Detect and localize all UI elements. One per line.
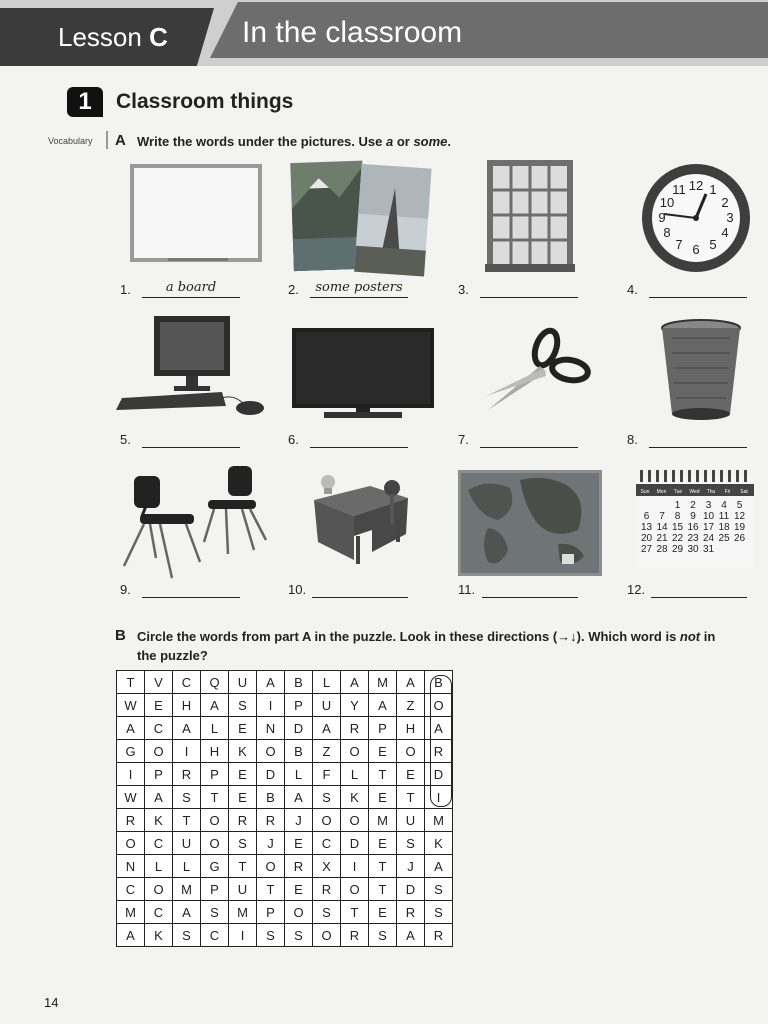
puzzle-letter[interactable]: O [145, 740, 173, 763]
puzzle-letter[interactable]: S [229, 832, 257, 855]
clock-numeral: 3 [726, 210, 734, 225]
puzzle-letter[interactable]: M [173, 878, 201, 901]
puzzle-row [117, 901, 453, 924]
item-number: 4. [627, 282, 638, 297]
puzzle-letter[interactable]: T [173, 809, 201, 832]
calendar-date: 15 [671, 522, 684, 533]
item-number: 11. [458, 582, 476, 597]
puzzle-letter[interactable]: J [397, 855, 425, 878]
puzzle-letter[interactable]: O [117, 832, 145, 855]
puzzle-letter[interactable]: W [117, 694, 145, 717]
answer-item [288, 432, 299, 447]
answer-item [627, 582, 645, 597]
puzzle-letter[interactable]: C [117, 878, 145, 901]
calendar-date: 18 [718, 522, 730, 533]
puzzle-letter[interactable]: C [201, 924, 229, 947]
section-number-badge: 1 [67, 87, 103, 117]
puzzle-letter[interactable]: Y [341, 694, 369, 717]
instruction-text: in [700, 629, 716, 644]
clock-numeral: 9 [658, 210, 666, 225]
calendar-date: 4 [721, 500, 727, 511]
clock-numeral: 10 [659, 195, 675, 210]
puzzle-letter[interactable]: Q [201, 671, 229, 694]
calendar-date: 16 [687, 522, 699, 533]
puzzle-letter[interactable]: E [369, 901, 397, 924]
puzzle-letter[interactable]: A [425, 717, 453, 740]
calendar-date: 8 [674, 511, 681, 522]
puzzle-letter[interactable]: O [397, 740, 425, 763]
calendar-date: 25 [718, 533, 730, 544]
chairs-picture [116, 462, 274, 580]
tv-picture [290, 326, 436, 420]
puzzle-row [117, 832, 453, 855]
item-number: 2. [288, 282, 299, 297]
puzzle-letter[interactable]: R [313, 878, 341, 901]
answer-item [458, 282, 469, 297]
puzzle-letter[interactable]: R [257, 809, 285, 832]
answer-item [627, 282, 638, 297]
circled-word-mark [430, 675, 452, 807]
calendar-date: 17 [702, 522, 715, 533]
puzzle-letter[interactable]: T [369, 878, 397, 901]
instruction-italic-not: not [679, 629, 701, 644]
puzzle-letter[interactable]: A [285, 786, 313, 809]
puzzle-letter[interactable]: V [145, 671, 173, 694]
calendar-date: 11 [718, 511, 730, 522]
puzzle-row [117, 786, 453, 809]
puzzle-letter[interactable]: D [425, 763, 453, 786]
puzzle-letter[interactable]: A [201, 694, 229, 717]
clock-numeral: 5 [709, 237, 717, 252]
puzzle-letter[interactable]: M [229, 901, 257, 924]
clock-numeral: 11 [672, 182, 686, 197]
scissors-picture [484, 326, 592, 412]
answer-item [120, 582, 131, 597]
part-a-instruction [137, 132, 451, 151]
instruction-italic-some: some [413, 134, 448, 149]
puzzle-letter[interactable]: S [425, 901, 453, 924]
instruction-text: . [447, 134, 452, 149]
instruction-italic-a: a [385, 134, 394, 149]
calendar-date: 23 [687, 533, 699, 544]
puzzle-letter[interactable]: S [229, 694, 257, 717]
puzzle-letter[interactable]: O [257, 740, 285, 763]
calendar-date: 3 [705, 500, 712, 511]
puzzle-letter[interactable]: C [145, 901, 173, 924]
item-number: 8. [627, 432, 638, 447]
item-number: 1. [120, 282, 131, 297]
puzzle-letter[interactable]: E [229, 717, 257, 740]
calendar-date: 24 [702, 533, 715, 544]
puzzle-letter[interactable]: C [145, 832, 173, 855]
puzzle-letter[interactable]: C [313, 832, 341, 855]
puzzle-letter[interactable]: R [285, 855, 313, 878]
puzzle-letter[interactable]: P [145, 763, 173, 786]
puzzle-letter[interactable]: A [397, 671, 425, 694]
puzzle-letter[interactable]: A [173, 901, 201, 924]
puzzle-letter[interactable]: E [369, 832, 397, 855]
puzzle-letter[interactable]: S [313, 901, 341, 924]
puzzle-letter[interactable]: U [229, 671, 257, 694]
puzzle-letter[interactable]: E [397, 763, 425, 786]
puzzle-letter[interactable]: T [257, 878, 285, 901]
puzzle-letter[interactable]: D [285, 717, 313, 740]
instruction-text: Write the words under the pictures. Use [137, 134, 386, 149]
puzzle-letter[interactable]: K [145, 809, 173, 832]
answer-item [120, 280, 217, 297]
clock-numeral: 2 [721, 195, 729, 210]
instruction-text: Circle the words from part A in the puzzle. Look in these directions (→↓). Which word is [137, 629, 680, 644]
puzzle-row [117, 924, 453, 947]
puzzle-letter[interactable]: P [285, 694, 313, 717]
clock-numeral: 12 [688, 178, 704, 193]
item-number: 10. [288, 582, 307, 597]
item-number: 12. [627, 582, 646, 597]
puzzle-letter[interactable]: S [257, 924, 285, 947]
instruction-text: or [393, 134, 414, 149]
puzzle-letter[interactable]: O [285, 901, 313, 924]
calendar-date: 9 [690, 511, 696, 522]
posters-picture [290, 158, 432, 278]
part-a-letter: A [115, 132, 126, 149]
puzzle-letter[interactable]: O [341, 740, 369, 763]
puzzle-row [117, 763, 453, 786]
puzzle-letter[interactable]: E [229, 763, 257, 786]
puzzle-letter[interactable]: R [425, 924, 453, 947]
puzzle-letter[interactable]: L [341, 763, 369, 786]
puzzle-letter[interactable]: T [397, 786, 425, 809]
handwritten-answer: a board [165, 280, 217, 295]
calendar-day-label: Mon [656, 489, 667, 495]
puzzle-letter[interactable]: N [257, 717, 285, 740]
item-number: 9. [120, 582, 131, 597]
puzzle-letter[interactable]: M [117, 901, 145, 924]
calendar-date: 7 [659, 511, 665, 522]
puzzle-letter[interactable]: A [257, 671, 285, 694]
puzzle-letter[interactable]: O [341, 878, 369, 901]
puzzle-letter[interactable]: K [341, 786, 369, 809]
puzzle-letter[interactable]: B [257, 786, 285, 809]
puzzle-letter[interactable]: O [201, 809, 229, 832]
puzzle-letter[interactable]: D [257, 763, 285, 786]
puzzle-letter[interactable]: O [341, 809, 369, 832]
puzzle-letter[interactable]: S [201, 901, 229, 924]
puzzle-letter[interactable]: K [229, 740, 257, 763]
puzzle-letter[interactable]: R [425, 740, 453, 763]
clock-numeral: 8 [663, 225, 671, 240]
puzzle-letter[interactable]: T [229, 855, 257, 878]
puzzle-letter[interactable]: O [201, 832, 229, 855]
puzzle-letter[interactable]: S [173, 924, 201, 947]
calendar-date: 14 [656, 522, 668, 533]
word-search-grid [116, 670, 453, 947]
answer-item [288, 280, 403, 297]
calendar-day-label: Sat [740, 489, 748, 495]
puzzle-letter[interactable]: A [145, 786, 173, 809]
puzzle-letter[interactable]: S [369, 924, 397, 947]
puzzle-letter[interactable]: A [341, 671, 369, 694]
puzzle-letter[interactable]: Z [397, 694, 425, 717]
puzzle-letter[interactable]: T [117, 671, 145, 694]
calendar-date: 20 [640, 533, 653, 544]
puzzle-letter[interactable]: K [145, 924, 173, 947]
puzzle-letter[interactable]: N [117, 855, 145, 878]
puzzle-row [117, 671, 453, 694]
puzzle-letter[interactable]: G [201, 855, 229, 878]
calendar-date: 13 [640, 522, 653, 533]
calendar-date: 12 [733, 511, 746, 522]
desk-picture [310, 470, 416, 568]
calendar-day-label: Wed [689, 489, 700, 495]
whiteboard-picture [128, 162, 264, 264]
calendar-date: 2 [690, 500, 696, 511]
puzzle-letter[interactable]: O [257, 855, 285, 878]
puzzle-letter[interactable]: A [173, 717, 201, 740]
puzzle-letter[interactable]: U [173, 832, 201, 855]
puzzle-letter[interactable]: D [397, 878, 425, 901]
wastebasket-picture [660, 318, 742, 424]
part-b-letter: B [115, 627, 126, 644]
calendar-date: 27 [640, 544, 653, 555]
puzzle-letter[interactable]: H [173, 694, 201, 717]
puzzle-letter[interactable]: S [285, 924, 313, 947]
puzzle-letter[interactable]: E [369, 740, 397, 763]
computer-picture [114, 314, 270, 418]
puzzle-letter[interactable]: A [425, 855, 453, 878]
answer-line[interactable] [482, 597, 578, 598]
puzzle-letter[interactable]: O [313, 924, 341, 947]
puzzle-letter[interactable]: U [397, 809, 425, 832]
puzzle-letter[interactable]: I [117, 763, 145, 786]
tag-divider [106, 131, 108, 149]
calendar-date: 28 [656, 544, 668, 555]
puzzle-letter[interactable]: H [201, 740, 229, 763]
calendar-day-label: Thu [706, 489, 716, 495]
calendar-day-label: Tue [673, 489, 683, 495]
lesson-word: Lesson [58, 22, 142, 52]
calendar-date: 30 [687, 544, 699, 555]
vocabulary-tag: Vocabulary [48, 136, 93, 146]
puzzle-letter[interactable]: M [369, 671, 397, 694]
calendar-date: 21 [656, 533, 668, 544]
puzzle-letter[interactable]: I [173, 740, 201, 763]
answer-line[interactable] [480, 447, 578, 448]
calendar-day-label: Sun [640, 489, 650, 495]
puzzle-letter[interactable]: I [229, 924, 257, 947]
clock-picture [640, 162, 752, 274]
puzzle-letter[interactable]: L [173, 855, 201, 878]
puzzle-letter[interactable]: Z [313, 740, 341, 763]
puzzle-letter[interactable]: I [341, 855, 369, 878]
puzzle-letter[interactable]: T [369, 763, 397, 786]
section-title: Classroom things [116, 90, 294, 113]
lesson-banner [0, 0, 768, 66]
calendar-date: 5 [736, 500, 743, 511]
lesson-letter: C [149, 22, 168, 52]
puzzle-letter[interactable]: R [229, 809, 257, 832]
puzzle-letter[interactable]: T [341, 901, 369, 924]
puzzle-letter[interactable]: D [341, 832, 369, 855]
calendar-date: 29 [671, 544, 684, 555]
puzzle-letter[interactable]: F [313, 763, 341, 786]
puzzle-letter[interactable]: T [369, 855, 397, 878]
puzzle-letter[interactable]: S [397, 832, 425, 855]
puzzle-letter[interactable]: H [397, 717, 425, 740]
puzzle-letter[interactable]: C [173, 671, 201, 694]
puzzle-row [117, 717, 453, 740]
puzzle-letter[interactable]: L [313, 671, 341, 694]
puzzle-letter[interactable]: U [229, 878, 257, 901]
clock-numeral: 4 [721, 225, 729, 240]
puzzle-letter[interactable]: J [285, 809, 313, 832]
answer-line[interactable] [312, 597, 408, 598]
clock-numeral: 1 [709, 182, 717, 197]
calendar-date: 1 [674, 500, 681, 511]
puzzle-letter[interactable]: A [117, 717, 145, 740]
puzzle-letter[interactable]: B [425, 671, 453, 694]
puzzle-letter[interactable]: J [257, 832, 285, 855]
calendar-date: 22 [671, 533, 684, 544]
item-number: 6. [288, 432, 299, 447]
answer-line[interactable] [649, 297, 747, 298]
answer-line[interactable] [480, 297, 578, 298]
puzzle-letter[interactable]: M [369, 809, 397, 832]
puzzle-letter[interactable]: I [257, 694, 285, 717]
puzzle-letter[interactable]: O [313, 809, 341, 832]
puzzle-letter[interactable]: X [313, 855, 341, 878]
lesson-label [58, 22, 168, 53]
puzzle-letter[interactable]: E [285, 832, 313, 855]
puzzle-row [117, 809, 453, 832]
puzzle-letter[interactable]: L [201, 717, 229, 740]
puzzle-letter[interactable]: B [285, 740, 313, 763]
item-number: 5. [120, 432, 131, 447]
puzzle-letter[interactable]: O [145, 878, 173, 901]
puzzle-row [117, 878, 453, 901]
calendar-date: 6 [643, 511, 650, 522]
part-b-instruction [137, 627, 747, 665]
puzzle-letter[interactable]: R [173, 763, 201, 786]
puzzle-letter[interactable]: E [369, 786, 397, 809]
puzzle-letter[interactable]: P [257, 901, 285, 924]
puzzle-letter[interactable]: A [397, 924, 425, 947]
puzzle-letter[interactable]: M [425, 809, 453, 832]
puzzle-letter[interactable]: U [313, 694, 341, 717]
page-title: In the classroom [242, 16, 463, 49]
handwritten-answer: some posters [315, 280, 403, 295]
page-number: 14 [44, 995, 59, 1010]
puzzle-letter[interactable]: P [201, 763, 229, 786]
calendar-day-label: Fri [724, 489, 731, 495]
puzzle-letter[interactable]: E [229, 786, 257, 809]
puzzle-row [117, 694, 453, 717]
puzzle-letter[interactable]: A [369, 694, 397, 717]
puzzle-letter[interactable]: I [425, 786, 453, 809]
puzzle-row [117, 740, 453, 763]
answer-item [458, 582, 475, 597]
answer-line[interactable] [649, 447, 747, 448]
answer-item [288, 582, 306, 597]
window-picture [485, 158, 575, 274]
puzzle-letter[interactable]: S [173, 786, 201, 809]
puzzle-letter[interactable]: C [145, 717, 173, 740]
calendar-date: 31 [702, 544, 715, 555]
clock-numeral: 6 [692, 242, 700, 257]
puzzle-letter[interactable]: S [313, 786, 341, 809]
puzzle-letter[interactable]: A [117, 924, 145, 947]
answer-line[interactable] [142, 297, 240, 298]
instruction-text: the puzzle? [137, 648, 208, 663]
clock-numeral: 7 [675, 237, 683, 252]
puzzle-letter[interactable]: E [285, 878, 313, 901]
item-number: 3. [458, 282, 469, 297]
map-picture [458, 470, 602, 576]
puzzle-letter[interactable]: P [369, 717, 397, 740]
answer-line[interactable] [651, 597, 747, 598]
puzzle-letter[interactable]: W [117, 786, 145, 809]
calendar-picture [636, 470, 754, 568]
answer-item [627, 432, 638, 447]
puzzle-letter[interactable]: O [425, 694, 453, 717]
answer-line[interactable] [310, 447, 408, 448]
puzzle-letter[interactable]: R [397, 901, 425, 924]
puzzle-letter[interactable]: L [145, 855, 173, 878]
puzzle-letter[interactable]: B [285, 671, 313, 694]
puzzle-letter[interactable]: S [425, 878, 453, 901]
puzzle-letter[interactable]: A [313, 717, 341, 740]
item-number: 7. [458, 432, 469, 447]
calendar-date: 19 [733, 522, 746, 533]
calendar-date: 26 [733, 533, 746, 544]
answer-item [120, 432, 131, 447]
puzzle-row [117, 855, 453, 878]
puzzle-letter[interactable]: R [117, 809, 145, 832]
puzzle-letter[interactable]: E [145, 694, 173, 717]
puzzle-letter[interactable]: R [341, 924, 369, 947]
puzzle-letter[interactable]: P [201, 878, 229, 901]
puzzle-letter[interactable]: T [201, 786, 229, 809]
puzzle-letter[interactable]: K [425, 832, 453, 855]
puzzle-letter[interactable]: R [341, 717, 369, 740]
answer-line[interactable] [310, 297, 408, 298]
answer-line[interactable] [142, 597, 240, 598]
answer-item [458, 432, 469, 447]
puzzle-letter[interactable]: L [285, 763, 313, 786]
puzzle-letter[interactable]: G [117, 740, 145, 763]
answer-line[interactable] [142, 447, 240, 448]
calendar-date: 10 [702, 511, 715, 522]
